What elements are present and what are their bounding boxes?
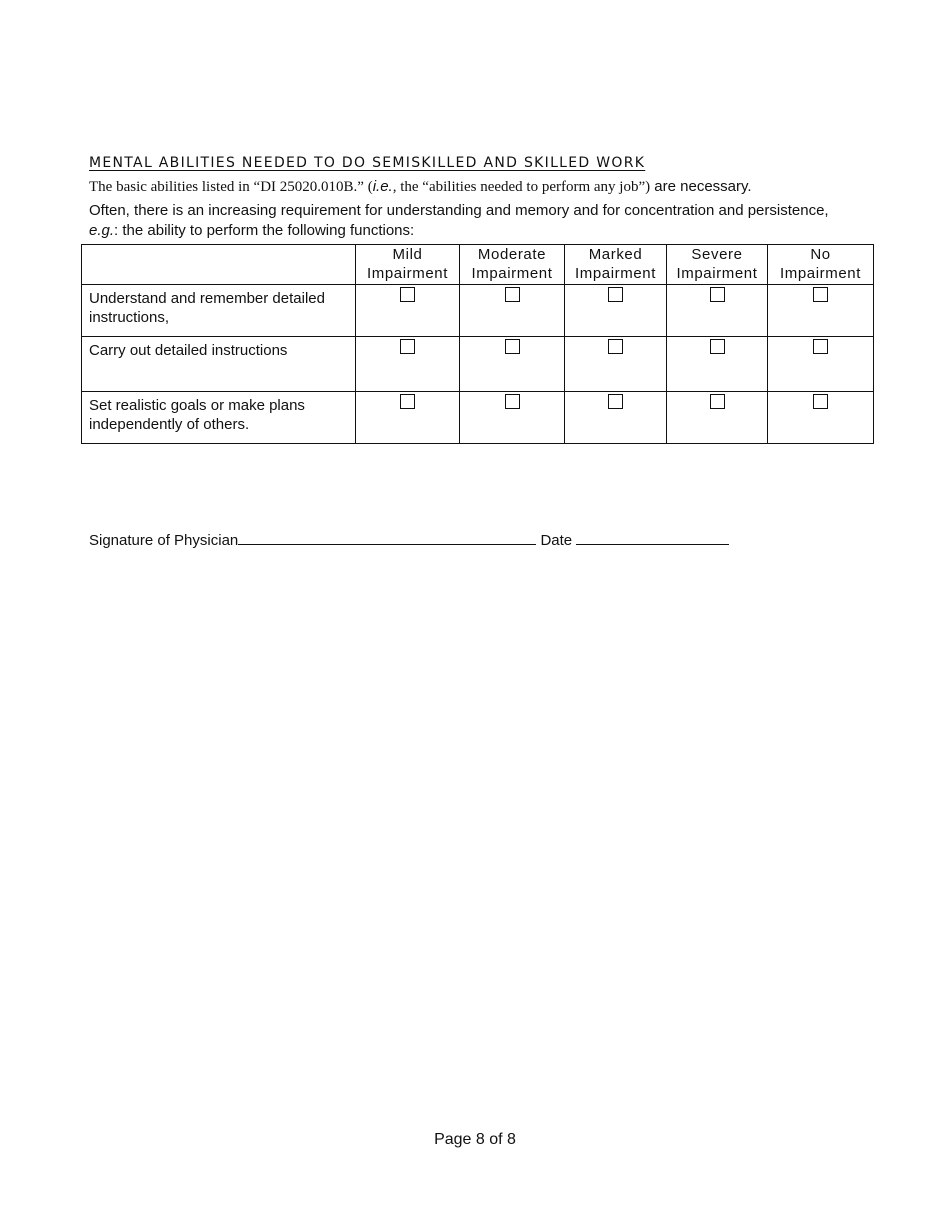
cell-marked <box>565 337 667 392</box>
date-field[interactable] <box>576 530 729 545</box>
checkbox-mild[interactable] <box>400 287 415 302</box>
column-header-label: Impairment <box>366 265 449 282</box>
column-header-label: Impairment <box>676 265 758 282</box>
column-header-label: Mild <box>392 246 423 263</box>
header-blank-cell <box>82 245 356 285</box>
checkbox-none[interactable] <box>813 394 828 409</box>
cell-severe <box>667 337 768 392</box>
checkbox-marked[interactable] <box>608 394 623 409</box>
intro-text-ie: i.e. <box>372 178 393 195</box>
intro-text-part1: The basic abilities listed in “DI 25020.010B.” ( <box>89 179 373 195</box>
cell-marked <box>565 285 667 337</box>
cell-moderate <box>460 285 565 337</box>
checkbox-moderate[interactable] <box>505 339 520 354</box>
column-header-label: Severe <box>691 246 743 263</box>
checkbox-mild[interactable] <box>400 394 415 409</box>
cell-none <box>768 337 874 392</box>
cell-mild <box>356 392 460 444</box>
row-label: Understand and remember detailed instructions, <box>82 285 356 337</box>
column-header-mild <box>356 245 460 285</box>
impairment-table <box>81 244 874 444</box>
cell-marked <box>565 392 667 444</box>
column-header-label: Moderate <box>477 246 547 263</box>
intro-text-part3: are necessary. <box>650 178 752 195</box>
checkbox-none[interactable] <box>813 339 828 354</box>
intro-text-line3: : the ability to perform the following functions: <box>114 222 415 239</box>
column-header-severe <box>667 245 768 285</box>
cell-none <box>768 285 874 337</box>
checkbox-moderate[interactable] <box>505 394 520 409</box>
table-row <box>82 285 874 337</box>
date-label: Date <box>540 532 573 549</box>
checkbox-mild[interactable] <box>400 339 415 354</box>
checkbox-marked[interactable] <box>608 287 623 302</box>
cell-none <box>768 392 874 444</box>
intro-text-part2: , the “abilities needed to perform any job”) <box>392 179 651 195</box>
intro-line-1 <box>89 178 752 196</box>
cell-severe <box>667 285 768 337</box>
cell-severe <box>667 392 768 444</box>
intro-text-line2: Often, there is an increasing requirement for understanding and memory and for concentration and persistence, <box>89 202 829 219</box>
row-label: Carry out detailed instructions <box>82 337 356 392</box>
table-row <box>82 392 874 444</box>
signature-field[interactable] <box>238 530 536 545</box>
page-number: Page 8 of 8 <box>434 1131 516 1148</box>
column-header-label: No <box>810 246 831 263</box>
cell-mild <box>356 337 460 392</box>
intro-text-eg: e.g. <box>89 222 115 239</box>
cell-moderate <box>460 337 565 392</box>
intro-paragraph <box>89 201 889 241</box>
checkbox-moderate[interactable] <box>505 287 520 302</box>
table-row <box>82 337 874 392</box>
column-header-label: Impairment <box>574 265 657 282</box>
section-heading: MENTAL ABILITIES NEEDED TO DO SEMISKILLED AND SKILLED WORK <box>89 155 646 171</box>
column-header-marked <box>565 245 667 285</box>
column-header-label: Impairment <box>471 265 553 282</box>
signature-label: Signature of Physician <box>89 532 239 549</box>
column-header-label: Marked <box>588 246 643 263</box>
signature-line <box>89 530 729 549</box>
column-header-moderate <box>460 245 565 285</box>
checkbox-none[interactable] <box>813 287 828 302</box>
cell-moderate <box>460 392 565 444</box>
checkbox-severe[interactable] <box>710 339 725 354</box>
cell-mild <box>356 285 460 337</box>
checkbox-marked[interactable] <box>608 339 623 354</box>
checkbox-severe[interactable] <box>710 287 725 302</box>
table-header-row <box>82 245 874 285</box>
column-header-label: Impairment <box>779 265 862 282</box>
checkbox-severe[interactable] <box>710 394 725 409</box>
row-label: Set realistic goals or make plans independently of others. <box>82 392 356 444</box>
column-header-none <box>768 245 874 285</box>
